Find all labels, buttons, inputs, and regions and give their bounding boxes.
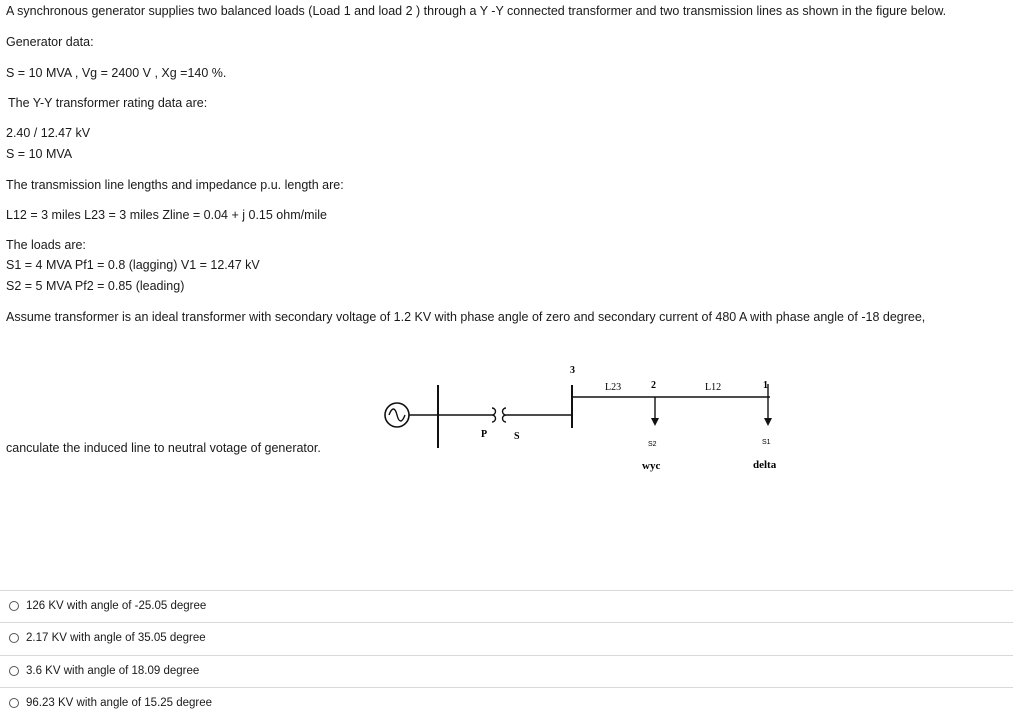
line12-label: L12 [705, 382, 722, 393]
line-heading: The transmission line lengths and impedance p.u. length are: [6, 178, 344, 192]
bus1-label: 1 [763, 380, 768, 391]
loads-heading: The loads are: [6, 238, 86, 252]
option-label: 3.6 KV with angle of 18.09 degree [26, 665, 200, 677]
generator-symbol [385, 403, 409, 427]
primary-label: P [481, 429, 488, 440]
transformer-heading: The Y-Y transformer rating data are: [8, 96, 208, 110]
generator-heading: Generator data: [6, 35, 94, 49]
assumption-text: Assume transformer is an ideal transformer with secondary voltage of 1.2 KV with phase angle of zero and secondary current of 480 A with phase angle of -18 degree, [6, 310, 926, 324]
intro-text: A synchronous generator supplies two balanced loads (Load 1 and load 2 ) through a Y -Y connected transformer and two transmission lines as shown in the figure below. [6, 4, 947, 18]
transformer-voltage: 2.40 / 12.47 kV [6, 126, 91, 140]
line23-label: L23 [605, 382, 622, 393]
bus2-label: 2 [651, 380, 656, 391]
load2-label: S2 [648, 441, 657, 448]
bus3-label: 3 [570, 365, 575, 376]
generator-values: S = 10 MVA , Vg = 2400 V , Xg =140 %. [6, 66, 227, 80]
radio-button[interactable] [9, 633, 19, 643]
load1-connection: delta [753, 459, 777, 471]
load2-values: S2 = 5 MVA Pf2 = 0.85 (leading) [6, 279, 185, 293]
prompt-text: canculate the induced line to neutral votage of generator. [6, 441, 321, 455]
option-label: 96.23 KV with angle of 15.25 degree [26, 697, 213, 709]
secondary-label: S [514, 431, 520, 442]
radio-button[interactable] [9, 601, 19, 611]
answer-option[interactable] [0, 590, 1013, 622]
load2-connection: wyc [642, 460, 661, 472]
option-label: 2.17 KV with angle of 35.05 degree [26, 632, 206, 644]
answer-option[interactable] [0, 622, 1013, 654]
one-line-diagram [380, 360, 800, 480]
load2-arrowhead [651, 418, 659, 426]
transformer-power: S = 10 MVA [6, 147, 73, 161]
load1-label: S1 [762, 439, 771, 446]
option-label: 126 KV with angle of -25.05 degree [26, 600, 207, 612]
radio-button[interactable] [9, 698, 19, 708]
answer-option[interactable] [0, 687, 1013, 719]
transformer-symbol [492, 408, 506, 422]
load1-values: S1 = 4 MVA Pf1 = 0.8 (lagging) V1 = 12.47 kV [6, 258, 260, 272]
line-values: L12 = 3 miles L23 = 3 miles Zline = 0.04 + j 0.15 ohm/mile [6, 208, 328, 222]
load1-arrowhead [764, 418, 772, 426]
radio-button[interactable] [9, 666, 19, 676]
answer-option[interactable] [0, 655, 1013, 687]
